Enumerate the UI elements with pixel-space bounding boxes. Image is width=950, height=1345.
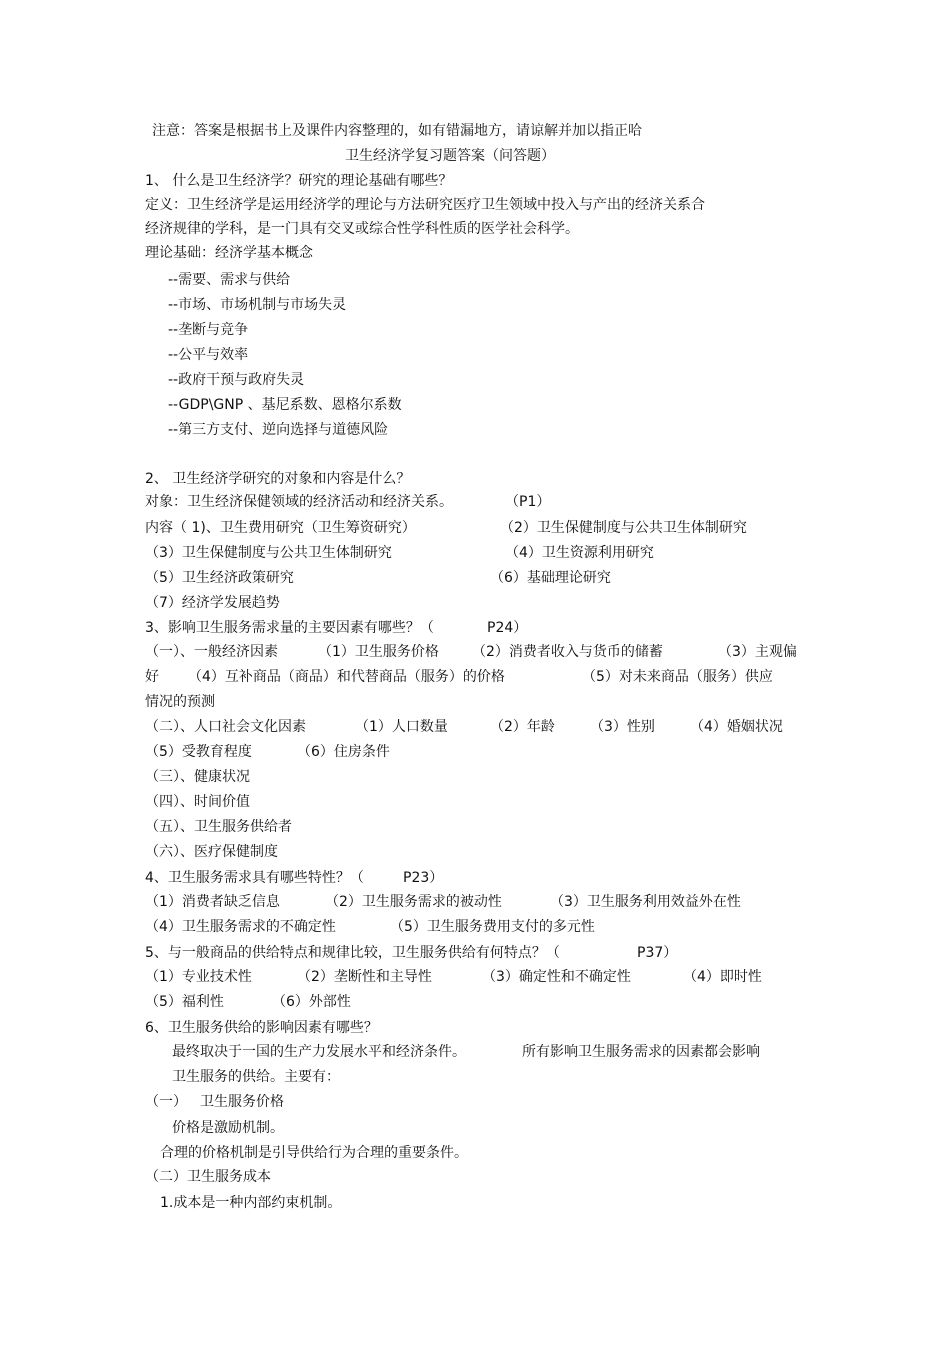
q6-section-1-title: 卫生服务价格 bbox=[200, 1094, 284, 1110]
q3-factor-3: （三）、健康状况 bbox=[145, 769, 250, 785]
q6-section-1-num: （一） bbox=[145, 1094, 187, 1110]
q4-ref: P23） bbox=[403, 870, 444, 886]
q5-trait-4: （4）即时性 bbox=[683, 969, 762, 985]
q2-object: 对象：卫生经济保健领域的经济活动和经济关系。 bbox=[145, 494, 453, 510]
q2-content-1: 内容（ 1)、卫生费用研究（卫生筹资研究） bbox=[145, 520, 416, 536]
question-5: 5、与一般商品的供给特点和规律比较，卫生服务供给有何特点？（ bbox=[145, 945, 560, 961]
question-2: 2、 卫生经济学研究的对象和内容是什么？ bbox=[145, 471, 411, 487]
q3-factor-2d: （4）婚姻状况 bbox=[690, 719, 783, 735]
q6-section-1-line-2: 合理的价格机制是引导供给行为合理的重要条件。 bbox=[160, 1145, 468, 1161]
q6-para-1b: 所有影响卫生服务需求的因素都会影响 bbox=[522, 1044, 760, 1060]
q3-factor-1c-cont: 好 bbox=[145, 669, 159, 685]
q2-object-ref: （P1） bbox=[505, 494, 551, 510]
q5-ref: P37） bbox=[637, 945, 678, 961]
q5-trait-6: （6）外部性 bbox=[272, 994, 351, 1010]
q6-section-1-line-1: 价格是激励机制。 bbox=[172, 1120, 284, 1136]
q1-item: --市场、市场机制与市场失灵 bbox=[168, 297, 347, 313]
q1-item: --垄断与竞争 bbox=[168, 322, 249, 338]
question-6: 6、卫生服务供给的影响因素有哪些？ bbox=[145, 1020, 378, 1036]
q3-factor-1e: （5）对未来商品（服务）供应 bbox=[582, 669, 773, 685]
q2-content-3: （3）卫生保健制度与公共卫生体制研究 bbox=[145, 545, 392, 561]
q3-factor-2e: （5）受教育程度 bbox=[145, 744, 252, 760]
q1-theory-basis: 理论基础：经济学基本概念 bbox=[145, 245, 313, 261]
q6-para-1a: 最终取决于一国的生产力发展水平和经济条件。 bbox=[172, 1044, 466, 1060]
q5-trait-3: （3）确定性和不确定性 bbox=[482, 969, 631, 985]
q6-para-1c: 卫生服务的供给。主要有： bbox=[172, 1069, 340, 1085]
q3-factor-1d: （4）互补商品（商品）和代替商品（服务）的价格 bbox=[188, 669, 505, 685]
q3-factor-6: （六）、医疗保健制度 bbox=[145, 844, 278, 860]
q2-content-7: （7）经济学发展趋势 bbox=[145, 595, 280, 611]
q1-definition-line-2: 经济规律的学科，是一门具有交叉或综合性学科性质的医学社会科学。 bbox=[145, 221, 579, 237]
q3-factor-2: （二）、人口社会文化因素 bbox=[145, 719, 306, 735]
q3-factor-1c: （3）主观偏 bbox=[718, 644, 797, 660]
q6-section-2-line-1: 1.成本是一种内部约束机制。 bbox=[160, 1195, 342, 1211]
q3-factor-2b: （2）年龄 bbox=[490, 719, 555, 735]
q1-definition-line-1: 定义：卫生经济学是运用经济学的理论与方法研究医疗卫生领域中投入与产出的经济关系合 bbox=[145, 197, 705, 213]
document-title: 卫生经济学复习题答案（问答题） bbox=[345, 148, 555, 164]
q5-trait-5: （5）福利性 bbox=[145, 994, 224, 1010]
q2-content-2: （2）卫生保健制度与公共卫生体制研究 bbox=[500, 520, 747, 536]
question-3: 3、影响卫生服务需求量的主要因素有哪些？（ bbox=[145, 620, 434, 636]
q6-section-2-title: （二）卫生服务成本 bbox=[145, 1169, 271, 1185]
q1-item: --公平与效率 bbox=[168, 347, 249, 363]
q2-content-4: （4）卫生资源利用研究 bbox=[505, 545, 654, 561]
q1-item: --第三方支付、逆向选择与道德风险 bbox=[168, 422, 389, 438]
q3-factor-2a: （1）人口数量 bbox=[355, 719, 448, 735]
q3-factor-4: （四）、时间价值 bbox=[145, 794, 250, 810]
q2-content-6: （6）基础理论研究 bbox=[490, 570, 611, 586]
question-1: 1、 什么是卫生经济学？研究的理论基础有哪些？ bbox=[145, 173, 453, 189]
q1-item: --GDP\GNP 、基尼系数、恩格尔系数 bbox=[168, 397, 402, 413]
q3-factor-1: （一）、一般经济因素 bbox=[145, 644, 278, 660]
q3-factor-2f: （6）住房条件 bbox=[297, 744, 390, 760]
notice: 注意：答案是根据书上及课件内容整理的，如有错漏地方，请谅解并加以指正哈 bbox=[152, 123, 642, 139]
q4-trait-3: （3）卫生服务利用效益外在性 bbox=[550, 894, 741, 910]
q4-trait-5: （5）卫生服务费用支付的多元性 bbox=[390, 919, 595, 935]
q3-factor-2c: （3）性别 bbox=[590, 719, 655, 735]
q3-factor-1b: （2）消费者收入与货币的储蓄 bbox=[472, 644, 663, 660]
question-4: 4、卫生服务需求具有哪些特性？（ bbox=[145, 870, 364, 886]
q2-content-5: （5）卫生经济政策研究 bbox=[145, 570, 294, 586]
q3-factor-5: （五）、卫生服务供给者 bbox=[145, 819, 292, 835]
q1-item: --政府干预与政府失灵 bbox=[168, 372, 305, 388]
q1-item: --需要、需求与供给 bbox=[168, 272, 291, 288]
q3-ref: P24） bbox=[487, 620, 528, 636]
q3-factor-1e-cont: 情况的预测 bbox=[145, 694, 215, 710]
q4-trait-4: （4）卫生服务需求的不确定性 bbox=[145, 919, 336, 935]
q5-trait-2: （2）垄断性和主导性 bbox=[297, 969, 432, 985]
q4-trait-2: （2）卫生服务需求的被动性 bbox=[325, 894, 502, 910]
q3-factor-1a: （1）卫生服务价格 bbox=[318, 644, 439, 660]
q4-trait-1: （1）消费者缺乏信息 bbox=[145, 894, 280, 910]
q5-trait-1: （1）专业技术性 bbox=[145, 969, 252, 985]
